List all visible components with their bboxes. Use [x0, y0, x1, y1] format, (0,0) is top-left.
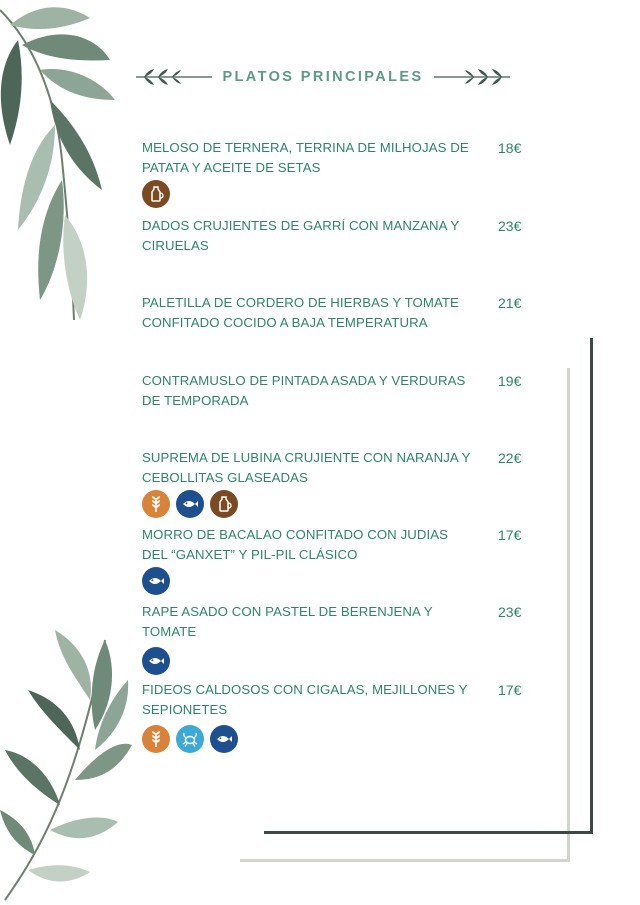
section-header — [138, 62, 508, 92]
dish-price: 19€ — [498, 373, 522, 389]
lactose-icon — [210, 490, 238, 518]
dish-price: 21€ — [498, 295, 522, 311]
dish-price: 17€ — [498, 527, 522, 543]
dish-price: 18€ — [498, 140, 522, 156]
gluten-icon — [142, 490, 170, 518]
leaf-branch-decoration-top — [0, 0, 130, 330]
fish-icon — [142, 647, 170, 675]
branch-ornament-right-icon — [432, 65, 512, 89]
fish-icon — [176, 490, 204, 518]
dish-price: 22€ — [498, 450, 522, 466]
dish-price: 17€ — [498, 682, 522, 698]
frame-line-dark-vertical — [590, 338, 593, 834]
frame-line-dark-horizontal — [264, 831, 593, 834]
dish-price: 23€ — [498, 218, 522, 234]
allergen-list — [142, 567, 170, 595]
frame-line-light-vertical — [567, 368, 570, 862]
allergen-list — [142, 725, 238, 753]
branch-ornament-left-icon — [134, 65, 214, 89]
dish-name: FIDEOS CALDOSOS CON CIGALAS, MEJILLONES Y SEPIONETES — [142, 682, 468, 717]
fish-icon — [210, 725, 238, 753]
leaf-branch-decoration-bottom — [0, 630, 140, 905]
dish-name: DADOS CRUJIENTES DE GARRÍ CON MANZANA Y CIRUELAS — [142, 218, 460, 253]
dish-name: CONTRAMUSLO DE PINTADA ASADA Y VERDURAS DE TEMPORADA — [142, 373, 466, 408]
dish-price: 23€ — [498, 604, 522, 620]
dish-name: RAPE ASADO CON PASTEL DE BERENJENA Y TOMATE — [142, 604, 433, 639]
frame-line-light-horizontal — [240, 859, 570, 862]
dish-name: SUPREMA DE LUBINA CRUJIENTE CON NARANJA Y CEBOLLITAS GLASEADAS — [142, 450, 471, 485]
gluten-icon — [142, 725, 170, 753]
lactose-icon — [142, 180, 170, 208]
dish-name: MORRO DE BACALAO CONFITADO CON JUDIAS DEL “GANXET” Y PIL-PIL CLÁSICO — [142, 527, 449, 562]
crustacean-icon — [176, 725, 204, 753]
dish-name: MELOSO DE TERNERA, TERRINA DE MILHOJAS DE PATATA Y ACEITE DE SETAS — [142, 140, 469, 175]
allergen-list — [142, 490, 238, 518]
allergen-list — [142, 647, 170, 675]
fish-icon — [142, 567, 170, 595]
dish-name: PALETILLA DE CORDERO DE HIERBAS Y TOMATE CONFITADO COCIDO A BAJA TEMPERATURA — [142, 295, 459, 330]
allergen-list — [142, 180, 170, 208]
page-title: PLATOS PRINCIPALES — [222, 69, 424, 85]
